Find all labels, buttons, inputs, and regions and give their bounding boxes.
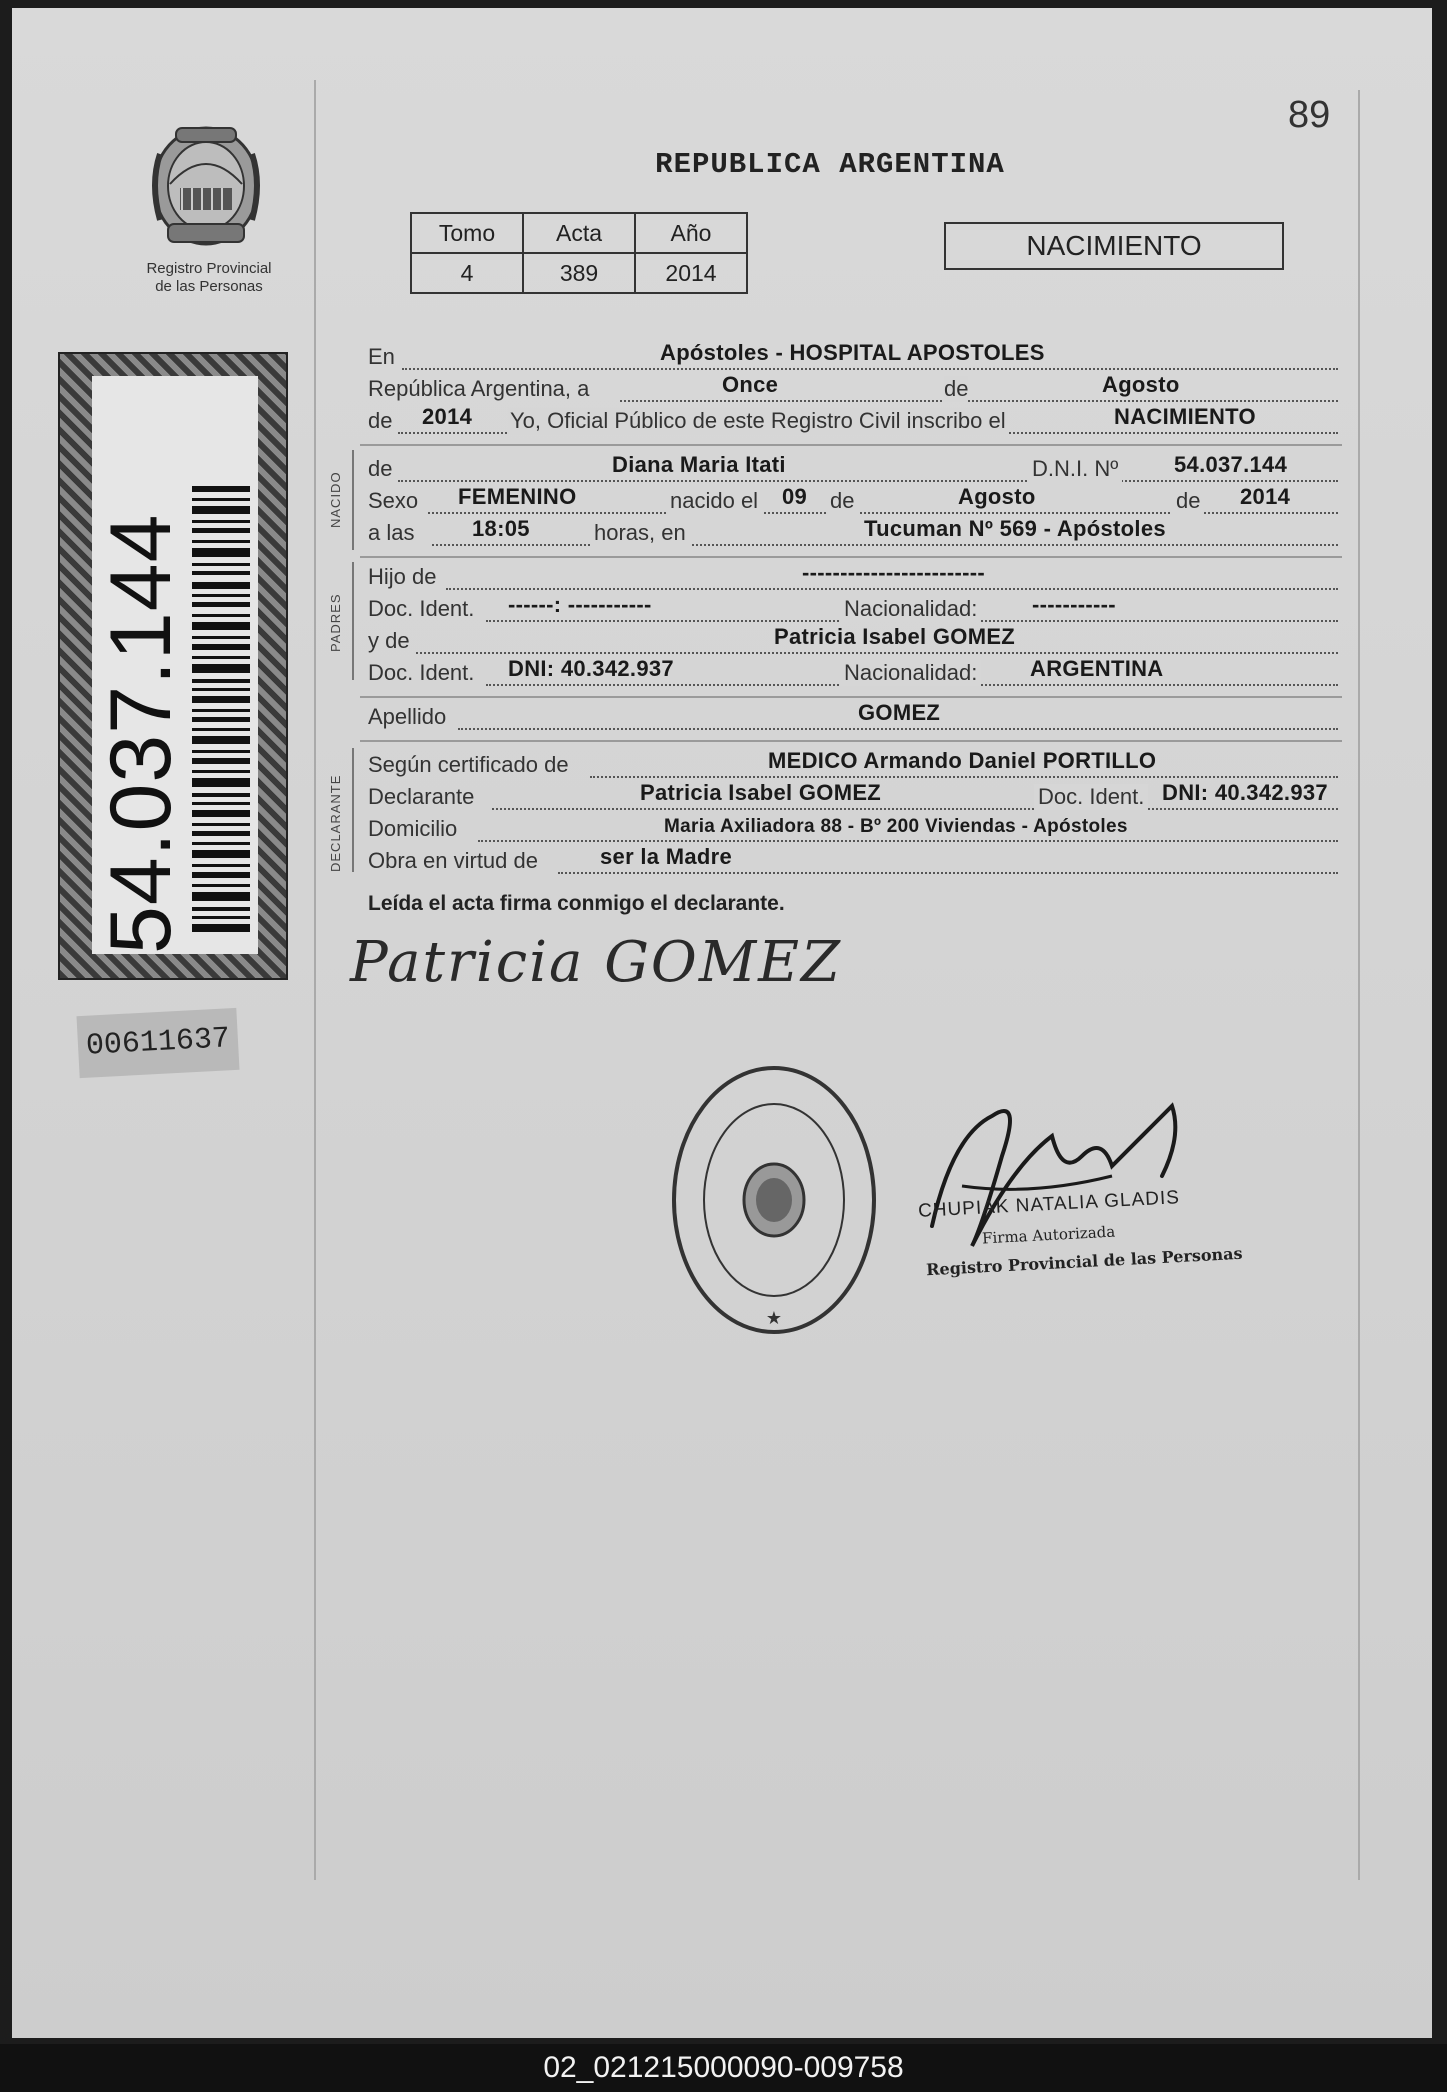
serial-number: 00611637 bbox=[76, 1008, 239, 1078]
scan-footer-id: 02_021215000090-009758 bbox=[0, 2044, 1447, 2092]
row-lugar bbox=[368, 342, 1338, 372]
barcode-number: 54.037.144 bbox=[93, 513, 189, 954]
value-padre: ------------------------ bbox=[802, 560, 986, 585]
dotted-line bbox=[398, 480, 1338, 482]
section-divider bbox=[360, 696, 1342, 698]
label-hijo-de: Hijo de bbox=[368, 564, 437, 589]
table-header-acta: Acta bbox=[523, 213, 635, 253]
row-padre bbox=[368, 562, 1338, 592]
table-header-tomo: Tomo bbox=[411, 213, 523, 253]
svg-text:★: ★ bbox=[765, 1308, 783, 1328]
label-republica: República Argentina, a bbox=[368, 376, 590, 401]
row-madre-doc bbox=[368, 658, 1338, 688]
section-bar-declarante bbox=[352, 748, 354, 872]
value-nombre: Diana Maria Itati bbox=[612, 452, 786, 477]
value-dia: Once bbox=[722, 372, 779, 397]
label-nacionalidad-padre: Nacionalidad: bbox=[840, 596, 981, 622]
row-madre bbox=[368, 626, 1338, 656]
row-domicilio bbox=[368, 814, 1338, 844]
label-yo-oficial: Yo, Oficial Público de este Registro Civil inscribo el bbox=[510, 408, 1006, 433]
closing-statement: Leída el acta firma conmigo el declarante. bbox=[368, 892, 785, 915]
dotted-line bbox=[590, 776, 1338, 778]
section-label-padres: PADRES bbox=[328, 593, 343, 652]
label-doc-ident-padre: Doc. Ident. bbox=[368, 596, 475, 621]
label-nacido-el: nacido el bbox=[666, 488, 762, 514]
label-de-anio-nac: de bbox=[1172, 488, 1204, 514]
label-nacionalidad-madre: Nacionalidad: bbox=[840, 660, 981, 686]
label-de-anio: de bbox=[368, 408, 393, 433]
page-title: REPUBLICA ARGENTINA bbox=[655, 148, 1005, 181]
value-anio: 2014 bbox=[422, 404, 473, 429]
table-header-anio: Año bbox=[635, 213, 747, 253]
value-padre-nac: ----------- bbox=[1032, 592, 1116, 617]
section-label-nacido: NACIDO bbox=[328, 471, 343, 528]
section-bar-nacido bbox=[352, 450, 354, 550]
section-divider bbox=[360, 740, 1342, 742]
label-doc-ident-madre: Doc. Ident. bbox=[368, 660, 475, 685]
row-declarante bbox=[368, 782, 1338, 812]
row-sexo bbox=[368, 486, 1338, 516]
dotted-line bbox=[416, 652, 1338, 654]
value-madre: Patricia Isabel GOMEZ bbox=[774, 624, 1016, 649]
registry-caption bbox=[118, 260, 300, 296]
value-apellido: GOMEZ bbox=[858, 700, 941, 725]
value-lugar: Apóstoles - HOSPITAL APOSTOLES bbox=[660, 340, 1045, 365]
dotted-line bbox=[446, 588, 1338, 590]
row-virtud bbox=[368, 846, 1338, 876]
label-doc-ident-declarante: Doc. Ident. bbox=[1034, 784, 1148, 810]
official-role: Firma Autorizada bbox=[981, 1222, 1116, 1248]
registry-caption-line1: Registro Provincial bbox=[146, 260, 272, 277]
value-padre-doc: ------: ----------- bbox=[508, 592, 652, 617]
dotted-line bbox=[478, 840, 1338, 842]
barcode-label bbox=[58, 352, 288, 980]
section-divider bbox=[360, 444, 1342, 446]
official-organization: Registro Provincial de las Personas bbox=[925, 1243, 1243, 1280]
label-de-nombre: de bbox=[368, 456, 393, 481]
dotted-line bbox=[492, 808, 1338, 810]
label-horas-en: horas, en bbox=[590, 520, 690, 546]
value-declarante: Patricia Isabel GOMEZ bbox=[640, 780, 882, 805]
row-fecha bbox=[368, 374, 1338, 404]
row-hora bbox=[368, 518, 1338, 548]
label-obra-virtud: Obra en virtud de bbox=[368, 848, 538, 873]
dotted-line bbox=[558, 872, 1338, 874]
barcode-bars-icon bbox=[192, 486, 250, 936]
misiones-coat-of-arms-icon bbox=[146, 124, 266, 254]
section-bar-padres bbox=[352, 562, 354, 680]
value-direccion-nac: Tucuman Nº 569 - Apóstoles bbox=[864, 516, 1166, 541]
dotted-line bbox=[432, 544, 1338, 546]
value-domicilio: Maria Axiliadora 88 - Bº 200 Viviendas - Apóstoles bbox=[664, 816, 1128, 837]
value-dni: 54.037.144 bbox=[1174, 452, 1288, 477]
value-tipo: NACIMIENTO bbox=[1114, 404, 1256, 429]
label-segun-certificado: Según certificado de bbox=[368, 752, 569, 777]
table-cell-tomo: 4 bbox=[411, 253, 523, 293]
row-certificado bbox=[368, 750, 1338, 780]
value-sexo: FEMENINO bbox=[458, 484, 577, 509]
dotted-line bbox=[402, 368, 1338, 370]
value-certificado: MEDICO Armando Daniel PORTILLO bbox=[768, 748, 1157, 773]
label-domicilio: Domicilio bbox=[368, 816, 458, 841]
table-cell-acta: 389 bbox=[523, 253, 635, 293]
row-padre-doc bbox=[368, 594, 1338, 624]
value-hora: 18:05 bbox=[472, 516, 530, 541]
label-a-las: a las bbox=[368, 520, 415, 545]
official-stamp-icon bbox=[668, 1062, 880, 1338]
value-madre-doc: DNI: 40.342.937 bbox=[508, 656, 674, 681]
label-dni: D.N.I. Nº bbox=[1028, 456, 1122, 482]
label-declarante: Declarante bbox=[368, 784, 475, 809]
row-apellido bbox=[368, 702, 1338, 732]
row-inscripcion bbox=[368, 406, 1338, 436]
table-header-row bbox=[411, 213, 747, 253]
page-number: 89 bbox=[1288, 94, 1331, 136]
value-nac-dia: 09 bbox=[782, 484, 808, 509]
label-y-de: y de bbox=[368, 628, 410, 653]
label-en: En bbox=[368, 344, 395, 369]
value-madre-nac: ARGENTINA bbox=[1030, 656, 1164, 681]
left-margin-line bbox=[314, 80, 316, 1880]
label-apellido: Apellido bbox=[368, 704, 447, 729]
value-nac-mes: Agosto bbox=[958, 484, 1036, 509]
section-divider bbox=[360, 556, 1342, 558]
label-de-mes: de bbox=[826, 488, 858, 514]
value-declarante-doc: DNI: 40.342.937 bbox=[1162, 780, 1328, 805]
value-mes: Agosto bbox=[1102, 372, 1180, 397]
registry-caption-line2: de las Personas bbox=[155, 278, 263, 295]
table-cell-anio: 2014 bbox=[635, 253, 747, 293]
section-label-declarante: DECLARANTE bbox=[328, 774, 343, 872]
registry-table bbox=[410, 212, 748, 294]
label-sexo: Sexo bbox=[368, 488, 419, 513]
table-row bbox=[411, 253, 747, 293]
value-nac-anio: 2014 bbox=[1240, 484, 1291, 509]
official-name: CHUPIAK NATALIA GLADIS bbox=[917, 1187, 1181, 1222]
right-margin-line bbox=[1358, 90, 1360, 1880]
dotted-line bbox=[458, 728, 1338, 730]
barcode-inner bbox=[92, 376, 258, 954]
label-de: de bbox=[944, 376, 969, 401]
declarant-signature: Patricia GOMEZ bbox=[350, 930, 842, 995]
official-signature-icon bbox=[912, 1076, 1212, 1276]
dotted-line bbox=[620, 400, 1338, 402]
value-virtud: ser la Madre bbox=[600, 844, 733, 869]
row-nombre bbox=[368, 454, 1338, 484]
act-type-box: NACIMIENTO bbox=[944, 222, 1284, 270]
